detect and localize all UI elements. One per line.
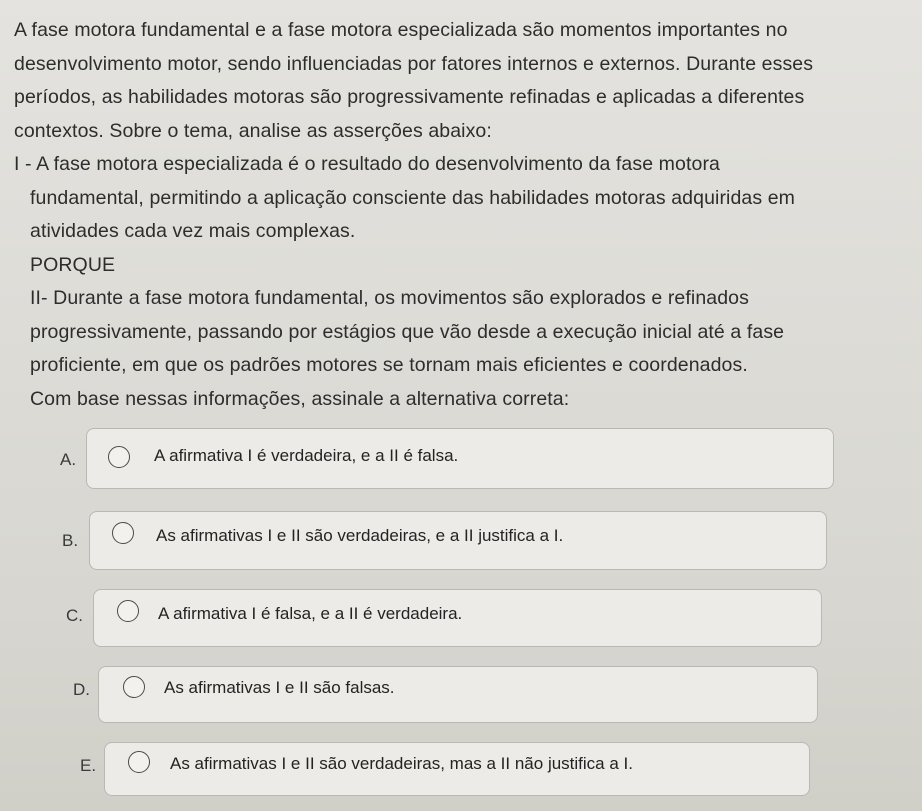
prompt-text: Com base nessas informações, assinale a alternativa correta:	[30, 387, 570, 410]
assertion-one-line: atividades cada vez mais complexas.	[30, 220, 356, 242]
option-letter: A.	[60, 450, 77, 469]
assertion-two-line: II- Durante a fase motora fundamental, os movimentos são explorados e refinados	[30, 287, 749, 309]
option-letter: C.	[66, 606, 83, 625]
option-text: As afirmativas I e II são verdadeiras, mas a II não justifica a I.	[170, 754, 633, 773]
radio-button-icon[interactable]	[123, 676, 145, 698]
assertion-two-line: proficiente, em que os padrões motores se tornam mais eficientes e coordenados.	[30, 354, 748, 376]
assertion-one-line: fundamental, permitindo a aplicação consciente das habilidades motoras adquiridas em	[30, 186, 796, 209]
option-text: A afirmativa I é falsa, e a II é verdadeira.	[158, 604, 463, 623]
intro-line: períodos, as habilidades motoras são progressivamente refinadas e aplicadas a diferentes	[14, 86, 805, 108]
radio-button-icon[interactable]	[117, 600, 139, 622]
intro-line: contextos. Sobre o tema, analise as asserções abaixo:	[14, 119, 492, 142]
option-text: As afirmativas I e II são falsas.	[164, 678, 395, 697]
radio-button-icon[interactable]	[128, 751, 150, 773]
option-letter: D.	[73, 680, 90, 699]
option-letter: E.	[80, 756, 97, 775]
assertion-one-line: I - A fase motora especializada é o resultado do desenvolvimento da fase motora	[14, 153, 720, 175]
option-text: As afirmativas I e II são verdadeiras, e a II justifica a I.	[156, 526, 564, 545]
connector-text: PORQUE	[30, 253, 116, 276]
intro-line: A fase motora fundamental e a fase motora especializada são momentos importantes no	[14, 19, 788, 41]
radio-button-icon[interactable]	[112, 522, 134, 544]
intro-line: desenvolvimento motor, sendo influenciadas por fatores internos e externos. Durante esses	[14, 52, 814, 75]
radio-button-icon[interactable]	[108, 446, 130, 468]
option-letter: B.	[62, 531, 79, 550]
option-text: A afirmativa I é verdadeira, e a II é falsa.	[154, 446, 459, 465]
assertion-two-line: progressivamente, passando por estágios que vão desde a execução inicial até a fase	[30, 320, 785, 343]
